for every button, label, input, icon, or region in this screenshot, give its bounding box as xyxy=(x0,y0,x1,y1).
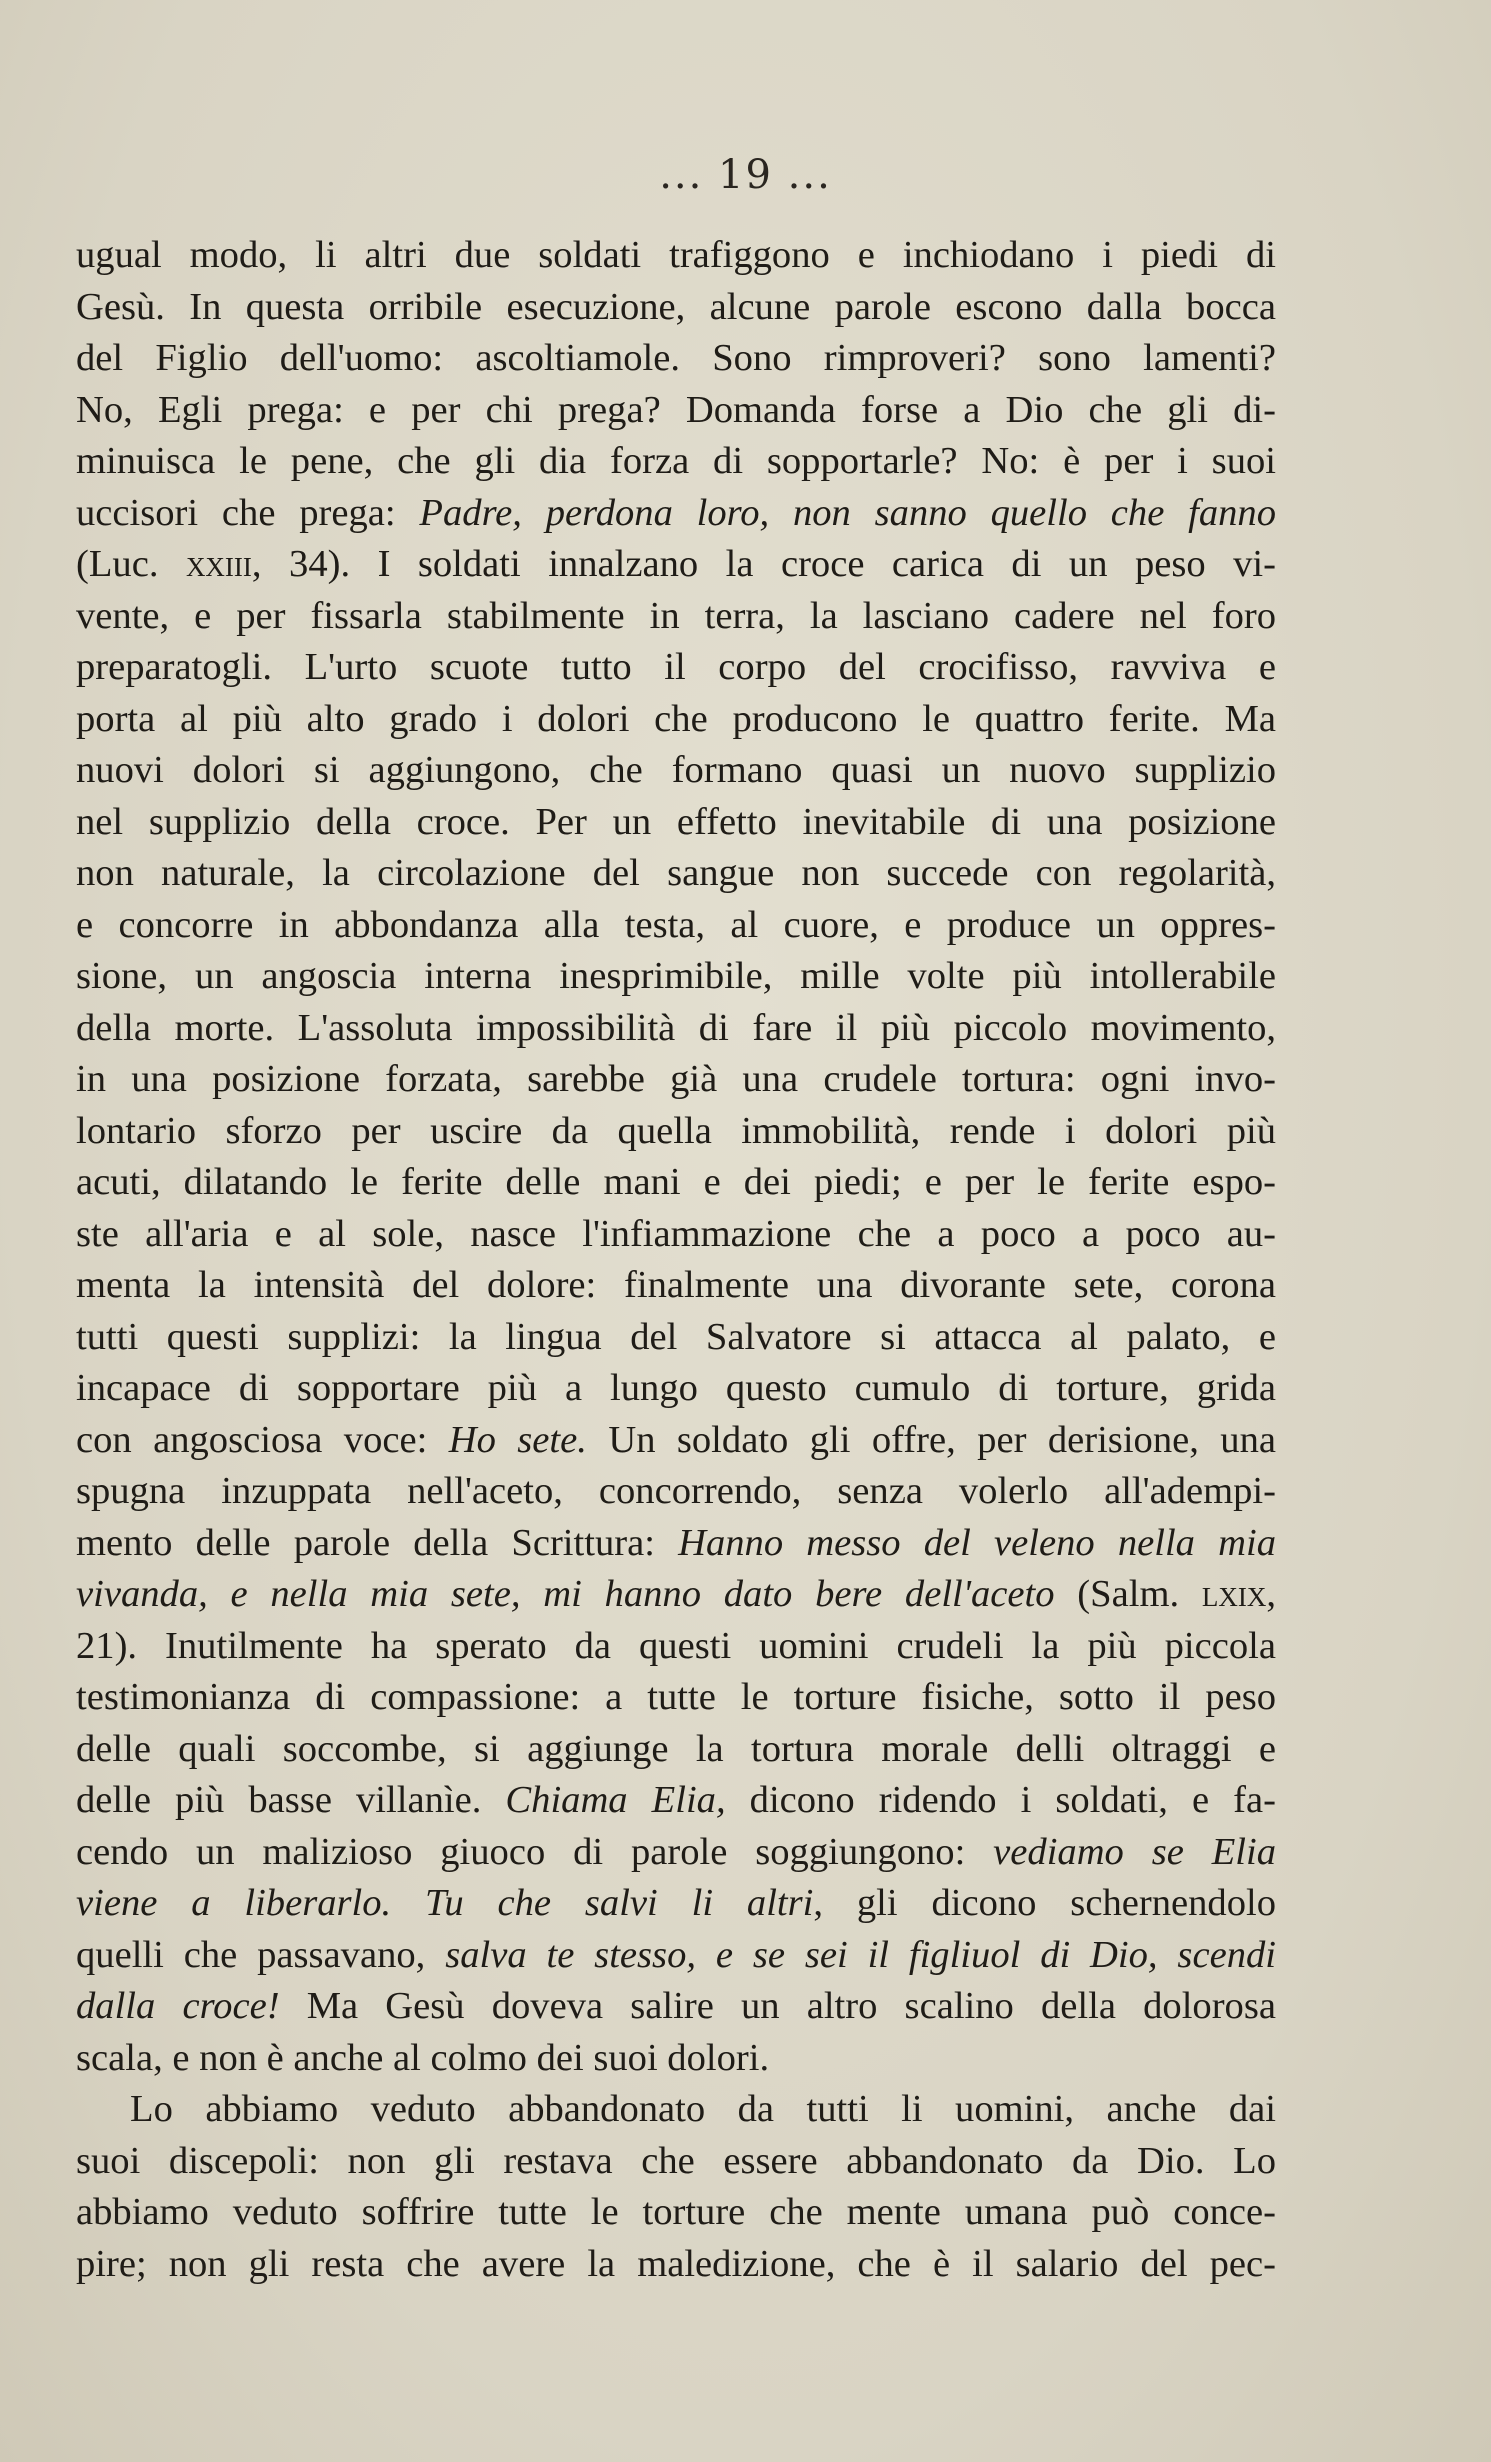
text-segment: delle quali soccombe, si aggiunge la tortura morale delli oltraggi e xyxy=(76,1727,1276,1770)
italic-text: Chiama Elia, xyxy=(505,1779,726,1821)
text-segment: e concorre in abbondanza alla testa, al cuore, e produce un oppres- xyxy=(76,903,1276,946)
page-number: ... 19 ... xyxy=(659,152,832,198)
text-segment: Ma Gesù doveva salire un altro scalino della dolorosa xyxy=(279,1985,1276,2027)
text-segment: No, Egli prega: e per chi prega? Domanda forse a Dio che gli di- xyxy=(76,388,1276,431)
italic-text: vediamo se Elia xyxy=(993,1830,1276,1873)
text-segment: delle più basse villanìe. xyxy=(76,1779,506,1821)
text-segment: cendo un malizioso giuoco di parole soggiungono: xyxy=(76,1830,994,1873)
text-segment: in una posizione forzata, sarebbe già una crudele tortura: ogni invo- xyxy=(76,1058,1276,1100)
text-line xyxy=(76,385,1276,437)
text-line xyxy=(76,1724,1276,1776)
text-line xyxy=(76,2136,1276,2188)
text-segment: scala, e non è anche al colmo dei suoi dolori. xyxy=(76,2036,770,2079)
text-line xyxy=(76,2187,1276,2239)
text-line xyxy=(76,1003,1276,1055)
text-segment: Un soldato gli offre, per derisione, una xyxy=(586,1418,1276,1461)
body-text xyxy=(76,230,1276,2290)
text-segment: con angosciosa voce: xyxy=(76,1418,449,1461)
text-line xyxy=(76,1569,1276,1621)
text-segment: minuisca le pene, che gli dia forza di sopportarle? No: è per i suoi xyxy=(76,440,1276,482)
text-line xyxy=(76,1621,1276,1673)
text-line xyxy=(76,282,1276,334)
italic-text: viene a liberarlo. Tu che salvi li altri xyxy=(76,1882,814,1924)
text-segment: della morte. L'assoluta impossibilità di fare il più piccolo movimento, xyxy=(76,1006,1276,1049)
text-segment: ugual modo, li altri due soldati trafiggono e inchiodano i piedi di xyxy=(76,234,1276,276)
text-segment: ste all'aria e al sole, nasce l'infiammazione che a poco a poco au- xyxy=(76,1212,1276,1255)
text-segment: lontario sforzo per uscire da quella immobilità, rende i dolori più xyxy=(76,1109,1276,1152)
text-line xyxy=(76,1518,1276,1570)
text-line xyxy=(76,436,1276,488)
text-segment: Lo abbiamo veduto abbandonato da tutti li uomini, anche dai xyxy=(130,2088,1276,2130)
small-caps-text: xxiii xyxy=(185,543,252,585)
text-line xyxy=(76,848,1276,900)
text-line xyxy=(76,1827,1276,1879)
text-segment: preparatogli. L'urto scuote tutto il corpo del crocifisso, ravviva e xyxy=(76,646,1276,688)
text-segment: menta la intensità del dolore: finalmente una divorante sete, corona xyxy=(76,1264,1276,1306)
small-caps-text: lxix xyxy=(1201,1573,1267,1615)
italic-text: Hanno messo del veleno nella mia xyxy=(678,1521,1276,1564)
text-line xyxy=(76,1878,1276,1930)
text-line xyxy=(76,1981,1276,2033)
text-segment: mento delle parole della Scrittura: xyxy=(76,1521,679,1564)
text-segment: non naturale, la circolazione del sangue non succede con regolarità, xyxy=(76,852,1276,894)
text-line xyxy=(76,2239,1276,2291)
text-line xyxy=(76,1672,1276,1724)
text-line xyxy=(76,1415,1276,1467)
text-segment: incapace di sopportare più a lungo questo cumulo di torture, grida xyxy=(76,1367,1276,1409)
text-segment: nuovi dolori si aggiungono, che formano quasi un nuovo supplizio xyxy=(76,749,1276,791)
text-segment: dicono ridendo i soldati, e fa- xyxy=(725,1779,1276,1821)
text-line xyxy=(76,488,1276,540)
text-line xyxy=(76,1157,1276,1209)
text-segment: del Figlio dell'uomo: ascoltiamole. Sono rimproveri? sono lamenti? xyxy=(76,337,1276,379)
text-line xyxy=(76,694,1276,746)
italic-text: salva te stesso, e se sei il figliuol di Dio, scendi xyxy=(445,1933,1276,1976)
text-segment: tutti questi supplizi: la lingua del Salvatore si attacca al palato, e xyxy=(76,1315,1276,1358)
text-segment: abbiamo veduto soffrire tutte le torture che mente umana può conce- xyxy=(76,2191,1276,2233)
text-line xyxy=(76,1930,1276,1982)
text-segment: , xyxy=(1266,1573,1276,1615)
text-line xyxy=(76,642,1276,694)
italic-text: Padre, perdona loro, non sanno quello che fanno xyxy=(419,491,1276,534)
text-segment: suoi discepoli: non gli restava che essere abbandonato da Dio. Lo xyxy=(76,2139,1276,2182)
text-segment: 21). Inutilmente ha sperato da questi uomini crudeli la più piccola xyxy=(76,1624,1276,1667)
text-line xyxy=(76,1775,1276,1827)
text-line xyxy=(76,1312,1276,1364)
text-segment: Gesù. In questa orribile esecuzione, alcune parole escono dalla bocca xyxy=(76,285,1276,328)
text-line xyxy=(76,591,1276,643)
text-segment: (Luc. xyxy=(76,543,186,585)
text-segment: acuti, dilatando le ferite delle mani e dei piedi; e per le ferite espo- xyxy=(76,1161,1276,1203)
text-segment: quelli che passavano, xyxy=(76,1933,446,1976)
text-segment: nel supplizio della croce. Per un effetto inevitabile di una posizione xyxy=(76,800,1276,843)
text-line xyxy=(76,900,1276,952)
text-line xyxy=(76,539,1276,591)
text-segment: , 34). I soldati innalzano la croce carica di un peso vi- xyxy=(251,543,1276,585)
text-line xyxy=(76,1260,1276,1312)
text-line xyxy=(76,797,1276,849)
text-segment: pire; non gli resta che avere la maledizione, che è il salario del pec- xyxy=(76,2242,1276,2285)
italic-text: dalla croce! xyxy=(76,1985,280,2027)
text-segment: spugna inzuppata nell'aceto, concorrendo, senza volerlo all'adempi- xyxy=(76,1470,1276,1512)
italic-text: vivanda, e nella mia sete, mi hanno dato bere dell'aceto xyxy=(76,1573,1055,1615)
text-segment: vente, e per fissarla stabilmente in terra, la lasciano cadere nel foro xyxy=(76,594,1276,637)
text-segment: , gli dicono schernendolo xyxy=(813,1882,1276,1924)
text-segment: uccisori che prega: xyxy=(76,491,420,534)
text-line xyxy=(76,333,1276,385)
text-line xyxy=(76,1363,1276,1415)
italic-text: Ho sete. xyxy=(448,1418,587,1461)
text-segment: testimonianza di compassione: a tutte le torture fisiche, sotto il peso xyxy=(76,1676,1276,1718)
text-segment: sione, un angoscia interna inesprimibile, mille volte più intollerabile xyxy=(76,955,1276,997)
text-segment: (Salm. xyxy=(1054,1573,1202,1615)
text-line xyxy=(76,1054,1276,1106)
text-line xyxy=(76,1106,1276,1158)
text-line xyxy=(76,2033,1276,2085)
text-line xyxy=(76,2084,1276,2136)
text-line xyxy=(76,951,1276,1003)
text-segment: porta al più alto grado i dolori che producono le quattro ferite. Ma xyxy=(76,697,1276,740)
text-line xyxy=(76,230,1276,282)
text-line xyxy=(76,1466,1276,1518)
text-line xyxy=(76,1209,1276,1261)
text-line xyxy=(76,745,1276,797)
